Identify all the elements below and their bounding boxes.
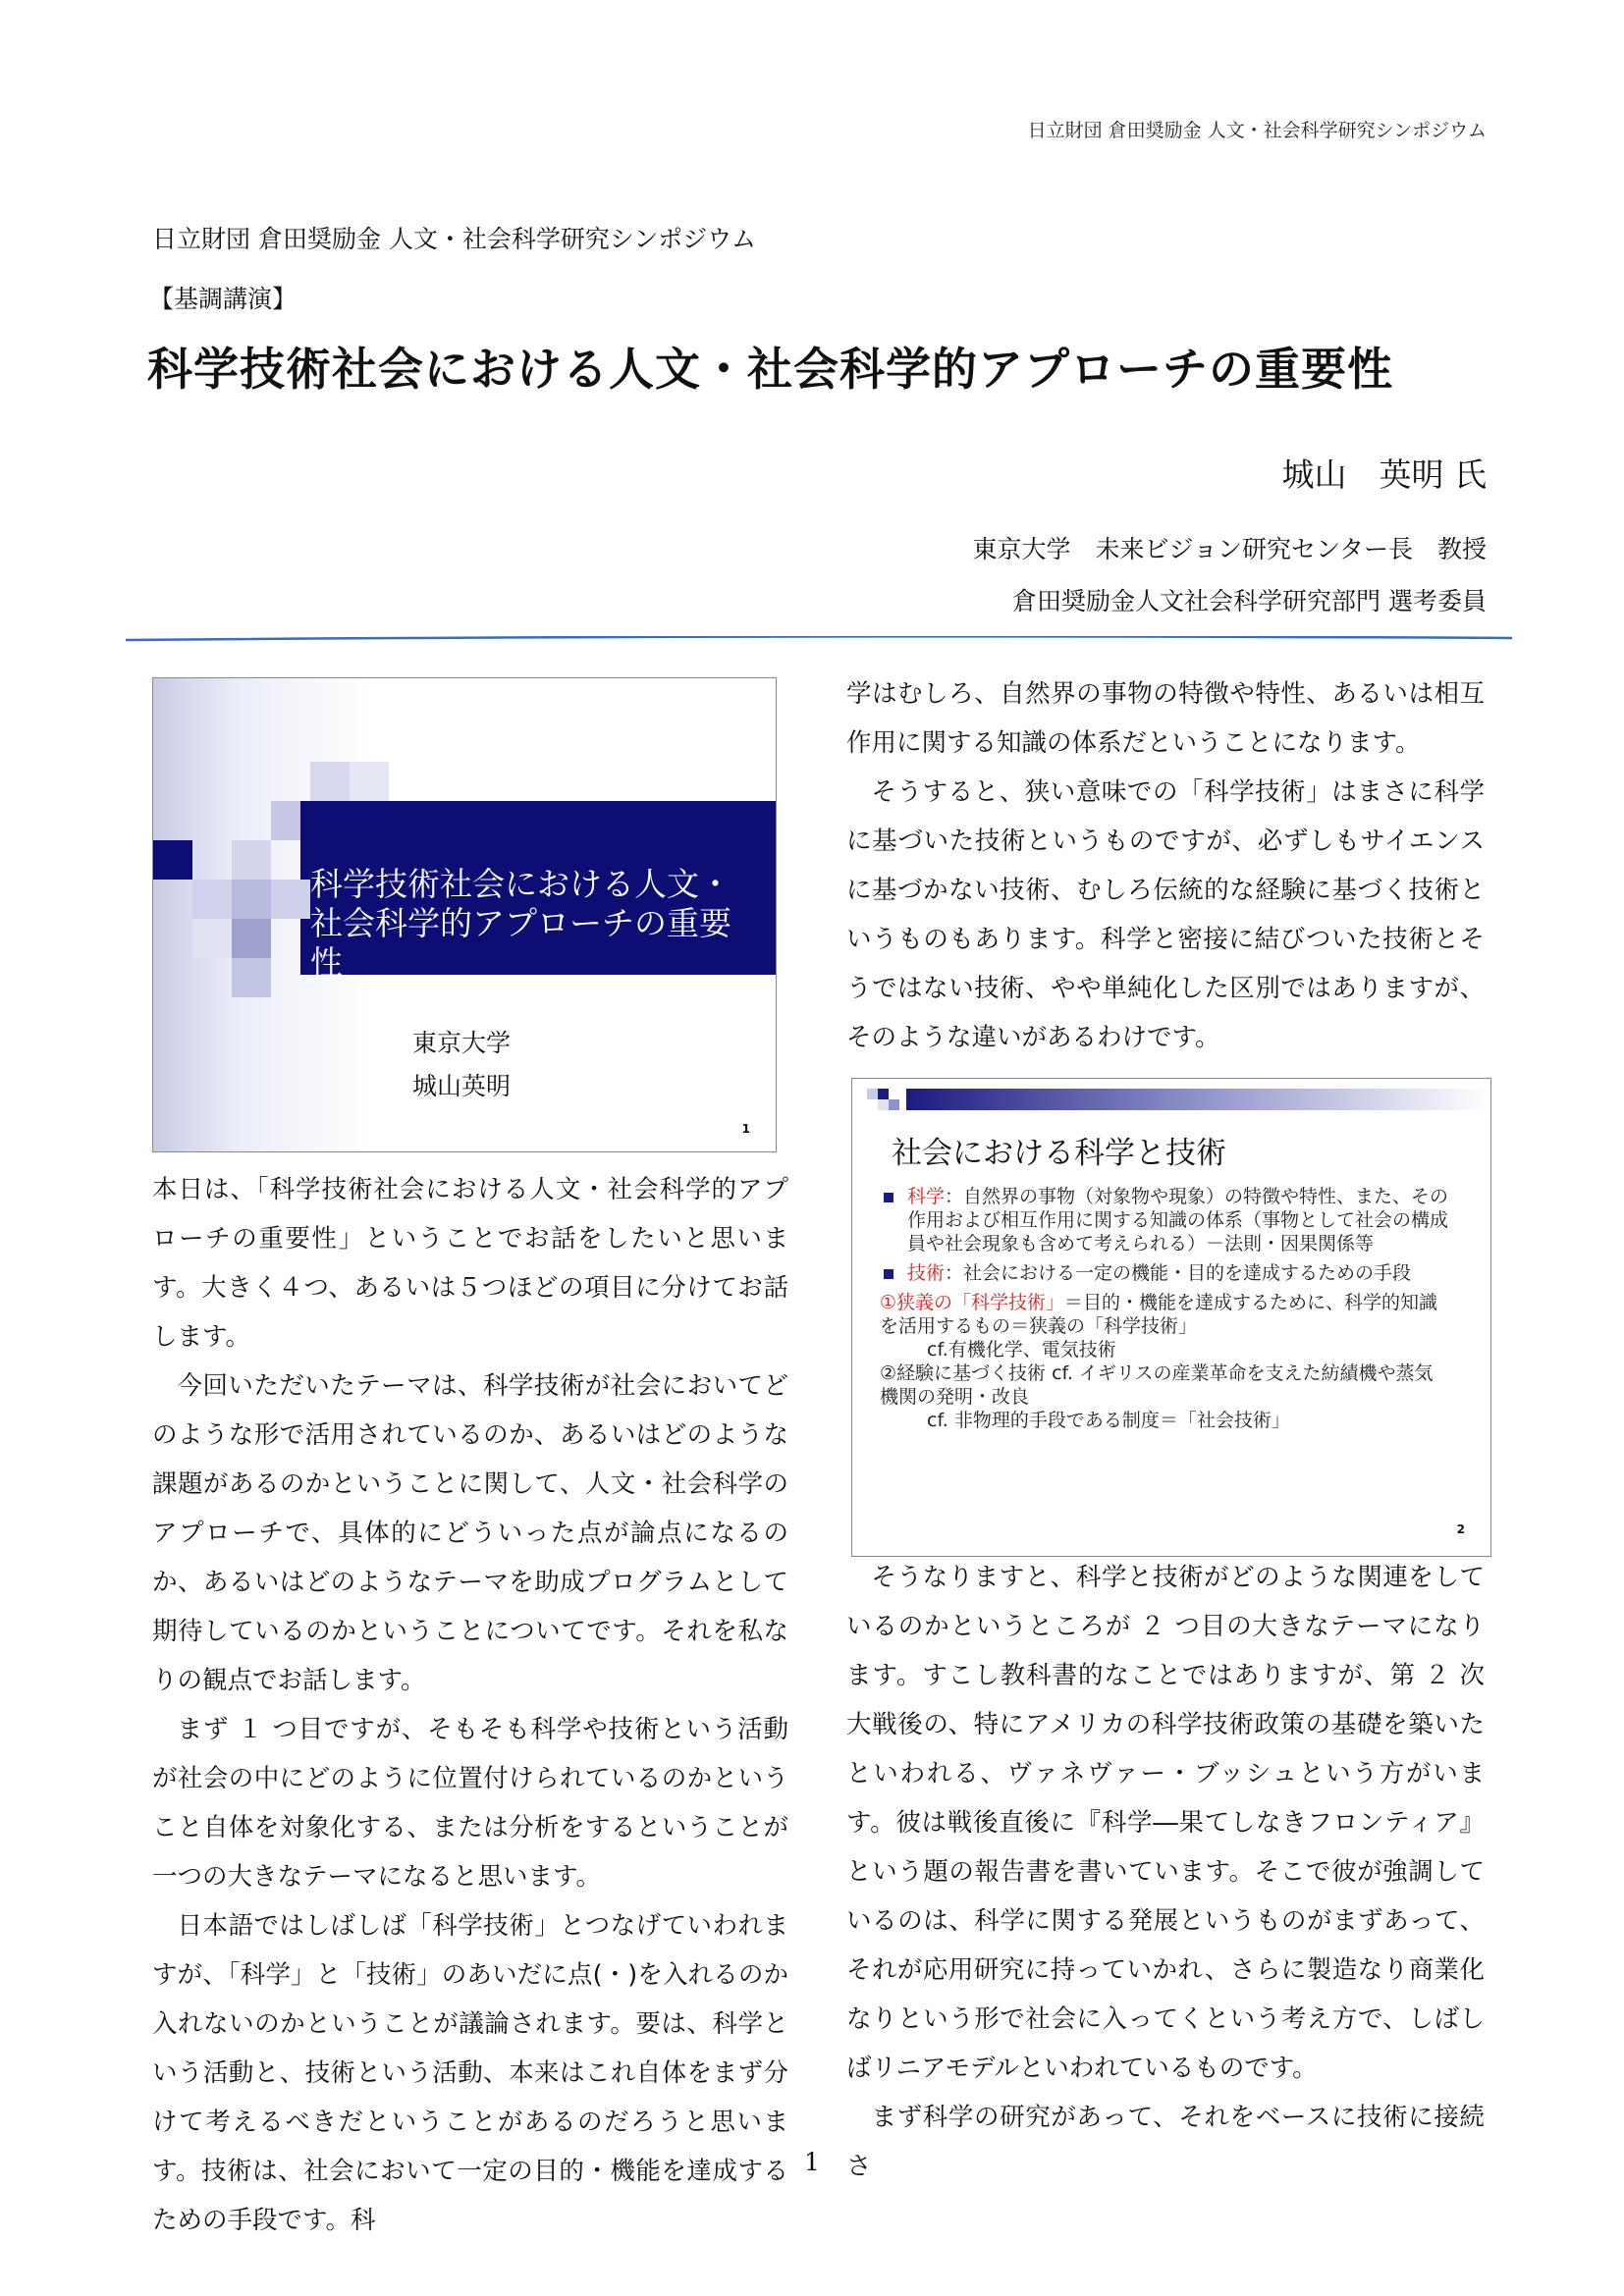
decor-square bbox=[153, 840, 192, 880]
decor-square bbox=[192, 880, 232, 919]
slide-1-number: 1 bbox=[741, 1122, 750, 1136]
slide-2-point-1-cf: cf.有機化学、電気技術 bbox=[927, 1339, 1116, 1361]
decor-square bbox=[192, 919, 232, 958]
body-right-column-bottom bbox=[846, 1553, 1485, 2191]
decor-square bbox=[867, 1089, 878, 1099]
slide-2-bullet-technology bbox=[880, 1261, 1449, 1285]
decor-square bbox=[878, 1089, 889, 1099]
slide-2-point-1 bbox=[880, 1291, 1449, 1338]
speaker-committee: 倉田奨励金人文社会科学研究部門 選考委員 bbox=[1012, 587, 1487, 615]
slide-2-bullet-science bbox=[880, 1185, 1449, 1255]
slide-2-title: 社会における科学と技術 bbox=[892, 1136, 1226, 1171]
paragraph: 本日は、「科学技術社会における人文・社会科学的アプローチの重要性」ということでお話をしたいと思います。大きく４つ、あるいは５つほどの項目に分けてお話します。 bbox=[152, 1175, 788, 1352]
paragraph: 日本語ではしばしば「科学技術」とつなげていわれますが、「科学」と「技術」のあいだに点(・)を入れるのか入れないのかということが議論されます。要は、科学という活動と、技術という活動、本来はこれ自体をまず分けて考えるべきだということがあるのだろうと思います。技術は、社会において一定の目的・機能を達成するための手段です。科 bbox=[152, 1911, 788, 2235]
slide-2-header-bar bbox=[906, 1089, 1488, 1110]
body-left-column bbox=[152, 1165, 788, 2245]
decor-square bbox=[889, 1099, 899, 1110]
running-header: 日立財団 倉田奨励金 人文・社会科学研究シンポジウム bbox=[1027, 120, 1487, 141]
decor-square bbox=[232, 840, 271, 880]
slide-1-figure bbox=[152, 677, 777, 1152]
slide-2-point-2-cf: cf. 非物理的手段である制度＝「社会技術」 bbox=[927, 1410, 1290, 1431]
decor-square bbox=[271, 880, 310, 919]
slide-2-point-2: ②経験に基づく技術 cf. イギリスの産業革命を支えた紡績機や蒸気機関の発明・改良 bbox=[880, 1362, 1434, 1408]
term-science: 科学 bbox=[907, 1186, 946, 1207]
paragraph: まず科学の研究があって、それをベースに技術に接続さ bbox=[846, 2103, 1485, 2181]
decor-square bbox=[350, 762, 389, 801]
bullet-square-icon bbox=[884, 1193, 893, 1202]
paragraph: そうなりますと、科学と技術がどのような関連をしているのかというところが ２ つ目の大きなテーマになります。すこし教科書的なことではありますが、第 ２ 次大戦後の、特にアメリカの科学技術政策の基礎を築いたといわれる、ヴァネヴァー・ブッシュという方がいます。彼は戦後直後に『科学―果てしなきフロンティア』という題の報告書を書いています。そこで彼が強調しているのは、科学に関する発展というものがまずあって、それが応用研究に持っていかれ、さらに製造なり商業化なりという形で社会に入ってくという考え方で、しばしばリニアモデルといわれているものです。 bbox=[846, 1563, 1485, 2083]
slide-2-figure bbox=[851, 1078, 1491, 1557]
slide-2-body bbox=[880, 1185, 1449, 1432]
decor-square bbox=[232, 880, 271, 919]
symposium-name: 日立財団 倉田奨励金 人文・社会科学研究シンポジウム bbox=[152, 225, 757, 253]
point-1-text: ＝目的・機能を達成するために、科学的知識を活用するもの＝狭義の「科学技術」 bbox=[880, 1292, 1438, 1337]
paragraph: 今回いただいたテーマは、科学技術が社会においてどのような形で活用されているのか、あるいはどのような課題があるのかということに関して、人文・社会科学のアプローチで、具体的にどういった点が論点になるのか、あるいはどのようなテーマを助成プログラムとして期待しているのかということについてです。それを私なりの観点でお話します。 bbox=[152, 1371, 788, 1695]
slide-2-number: 2 bbox=[1456, 1522, 1465, 1536]
paragraph: そうすると、狭い意味での「科学技術」はまさに科学に基づいた技術というものですが、必ずしもサイエンスに基づかない技術、むしろ伝統的な経験に基づく技術というものもあります。科学と密接に結びついた技術とそうではない技術、やや単純化した区別ではありますが、そのような違いがあるわけです。 bbox=[846, 777, 1485, 1052]
slide-1-title: 科学技術社会における人文・社会科学的アプローチの重要性 bbox=[310, 865, 731, 982]
definition-science: ：自然界の事物（対象物や現象）の特徴や特性、また、その作用および相互作用に関する知識の体系（事物として社会の構成員や社会現象も含めて考えられる）－法則・因果関係等 bbox=[907, 1186, 1449, 1255]
term-narrow-sci-tech: ①狭義の「科学技術」 bbox=[880, 1292, 1065, 1313]
speaker-affiliation: 東京大学 未来ビジョン研究センター長 教授 bbox=[972, 535, 1487, 563]
slide-1-affiliation: 東京大学 bbox=[412, 1029, 512, 1057]
slide-1-presenter: 城山英明 bbox=[412, 1072, 512, 1100]
page-title: 科学技術社会における人文・社会科学的アプローチの重要性 bbox=[147, 343, 1393, 396]
page-number: 1 bbox=[804, 2148, 820, 2176]
definition-technology: ：社会における一定の機能・目的を達成するための手段 bbox=[945, 1262, 1412, 1284]
section-kicker: 【基調講演】 bbox=[149, 285, 298, 313]
paragraph: 学はむしろ、自然界の事物の特徴や特性、あるいは相互作用に関する知識の体系だということになります。 bbox=[846, 679, 1485, 758]
decor-square bbox=[232, 919, 271, 958]
decor-square bbox=[878, 1099, 889, 1110]
speaker-name: 城山 英明 氏 bbox=[1281, 455, 1487, 494]
paragraph: まず １ つ目ですが、そもそも科学や技術という活動が社会の中にどのように位置付けられているのかということ自体を対象化する、または分析をするということが一つの大きなテーマになると思います。 bbox=[152, 1715, 788, 1892]
bullet-square-icon bbox=[884, 1269, 893, 1279]
decor-square bbox=[232, 958, 271, 997]
body-right-column-top bbox=[846, 669, 1485, 1062]
decor-square bbox=[310, 762, 350, 801]
header-divider bbox=[126, 636, 1512, 642]
term-technology: 技術 bbox=[907, 1262, 946, 1284]
